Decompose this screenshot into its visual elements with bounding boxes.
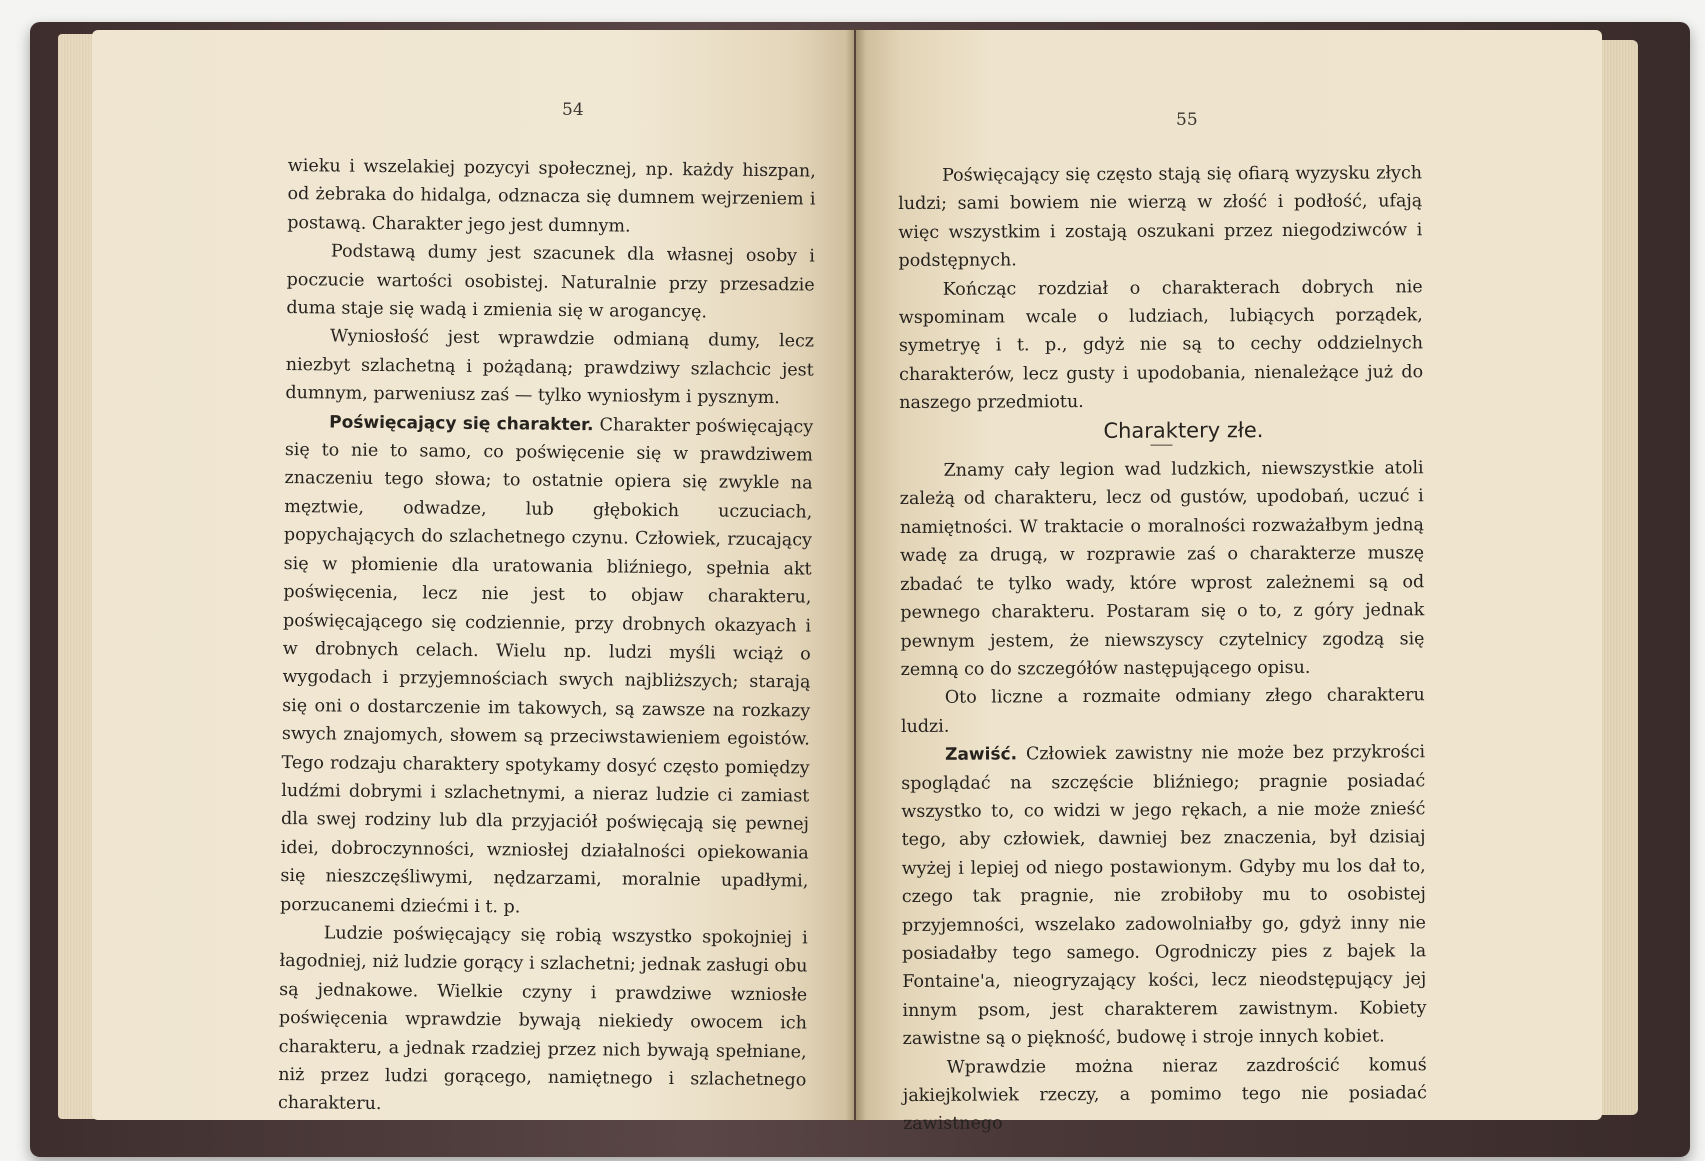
paragraph: Oto liczne a rozmaite odmiany złego charakteru ludzi.	[900, 685, 1425, 737]
paragraph: Wprawdzie można nieraz zazdrościć komuś jakiejkolwiek rzeczy, a pomimo tego nie posiadać zawistnego	[902, 1054, 1427, 1135]
paragraph	[901, 738, 1427, 1053]
paragraph	[280, 408, 813, 925]
paragraph-body: Charakter poświęcający się to nie to samo, co poświęcenie się w prawdziwem znaczeniu tego słowa; to ostatnie opiera się zwykle na męztwie, odwadze, lub głębokich uczuciach, popychających do szlachetnego czynu. Człowiek, rzucający się w płomienie dla uratowania bliźniego, spełnia akt poświęcenia, lecz nie jest to objaw charakteru, poświęcającego się codziennie, przy drobnych okazyach i w drobnych celach. Wielu np. ludzi myśli wciąż o wygodach i przyjemnościach swych najbliższych; starają się oni o dostarczenie im takowych, są zawsze na rozkazy swych znajomych, słowem są przeciwstawieniem egoistów. Tego rodzaju charaktery spotykamy dosyć często pomiędzy ludźmi dobrymi i szlachetnymi, a nieraz ludzie ci zamiast dla swej rodziny lub dla przyjaciół poświęcają się pewnej idei, dobroczynności, wzniosłej działalności opiekowania się nieszczęśliwymi, nędzarzami, moralnie upadłymi, porzucanemi dziećmi i t. p.	[280, 414, 814, 918]
paragraph: Ludzie poświęcający się robią wszystko spokojniej i łagodniej, niż ludzie gorący i szlachetni; jednak zasługi obu są jednakowe. Wielkie czyny i prawdziwe wzniosłe poświęcenia wprawdzie bywają niekiedy owocem ich charakteru, a jednak rzadziej przez nich bywają spełniane, niż przez ludzi gorącego, namiętnego i szlachetnego charakteru.	[277, 923, 808, 1115]
paragraph: Poświęcający się często stają się ofiarą wyzysku złych ludzi; sami bowiem nie wierzą w złość i podłość, ufają więc wszystkim i zostają oszukani przez niegodziwców i podstępnych.	[898, 163, 1423, 272]
paragraph-body: Człowiek zawistny nie może bez przykrości spoglądać na szczęście bliźniego; pragnie posiadać wszystko to, co widzi w jego rękach, a nie może znieść tego, aby człowiek, dawniej bez znaczenia, był dzisiaj wyżej i lepiej od niego postawionym. Gdyby mu los dał to, czego tak pragnie, nie zrobiłoby mu to osobistej przyjemności, wszelako zadowolniałby go, gdyż inny nie posiadałby tego samego. Ogrodniczy pies z bajek la Fontaine'a, nieogryzający kości, lecz nieodstępujący jej innym psom, jest charakterem zawistnym. Kobiety zawistne są o piękność, budowę i stroje innych kobiet.	[901, 742, 1427, 1050]
paragraph: Znamy cały legion wad ludzkich, niewszystkie atoli zależą od charakteru, lecz od gustów, upodobań, uczuć i namiętności. W traktacie o moralności rozważałbym jedną wadę za drugą, w rozprawie zaś o charakterze muszę zbadać te tylko wady, które wprost zależnemi są od pewnego charakteru. Postaram się o to, z góry jednak pewnym jestem, że niewszyscy czytelnicy zgodzą się zemną co do szczegółów następującego opisu.	[899, 458, 1425, 680]
section-title: Poświęcający się charakter.	[329, 412, 594, 435]
right-page	[856, 30, 1602, 1135]
right-page-text	[898, 159, 1427, 1139]
page-number-right: 55	[1176, 110, 1198, 130]
paragraph: wieku i wszelakiej pozycyi społecznej, np. każdy hiszpan, od żebraka do hidalga, odznacza się dumnem wejrzeniem i postawą. Charakter jego jest dumnym.	[287, 155, 816, 237]
paragraph: Podstawą dumy jest szacunek dla własnej osoby i poczucie wartości osobistej. Naturalnie przy przesadzie duma staje się wadą i zmienia się w arogancyę.	[286, 241, 816, 323]
section-title: Zawiść.	[945, 744, 1018, 765]
paragraph: Wyniosłość jest wprawdzie odmianą dumy, lecz niezbyt szlachetną i pożądaną; prawdziwy szlachcic jest dumnym, parweniusz zaś — tylko wyniosłym i pysznym.	[285, 326, 815, 409]
chapter-heading: Charaktery złe.	[1103, 417, 1264, 443]
left-page	[92, 30, 854, 1120]
page-number-left: 54	[562, 100, 584, 120]
paragraph: Kończąc rozdział o charakterach dobrych nie wspominam wcale o ludziach, lubiących porządek, symetryę i t. p., gdyż nie są to cechy oddzielnych charakterów, lecz gusty i upodobania, nienależące już do naszego przedmiotu.	[898, 276, 1424, 414]
left-page-text	[278, 152, 816, 1123]
heading-rule	[1150, 445, 1172, 446]
book-gutter	[846, 28, 866, 1122]
